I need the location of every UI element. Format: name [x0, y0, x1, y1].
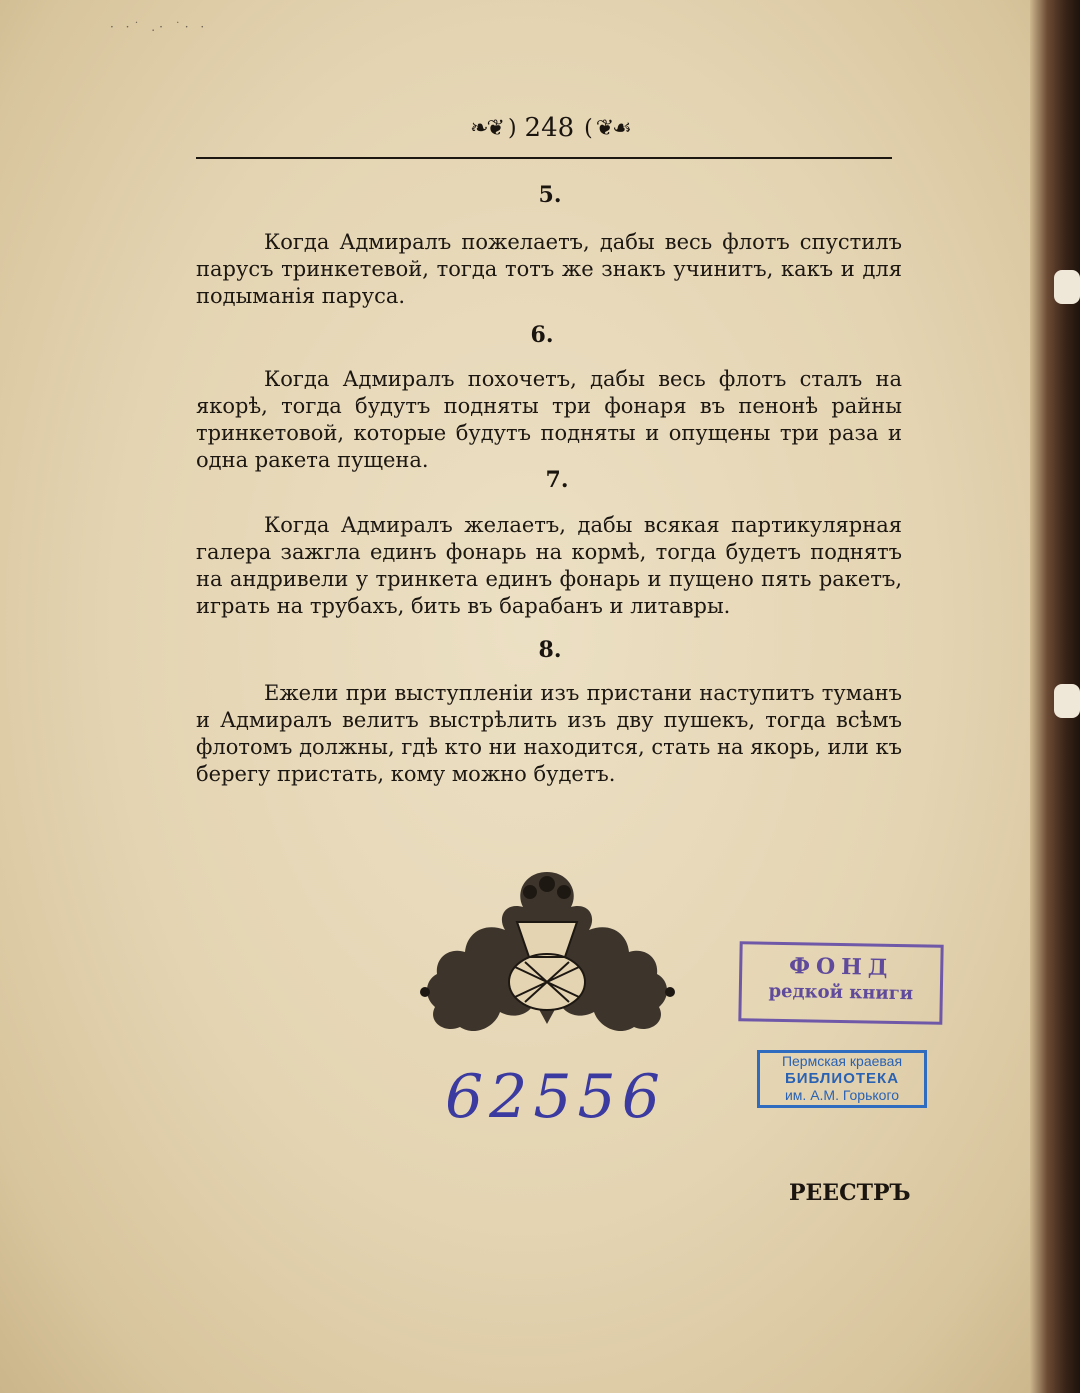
- stamp-line: редкой книги: [768, 980, 914, 1005]
- binding-thread: [1054, 270, 1080, 304]
- section-text: Ежели при выступленіи изъ пристани наступитъ туманъ и Адмиралъ велитъ выстрѣлить изъ дву пушекъ, тогда всѣмъ флотомъ должны, гдѣ кто ни находится, стать на якорь, или къ берегу пристать, кому можно будетъ.: [196, 681, 902, 786]
- library-stamp: [757, 1050, 927, 1108]
- accession-number: 62556: [445, 1062, 666, 1132]
- section-number: 7.: [545, 467, 569, 493]
- right-ornament-icon: ( ❦☙: [584, 115, 630, 141]
- binding-thread: [1054, 684, 1080, 718]
- paper-specks: · ·˙ .· ˙· ·: [110, 20, 209, 34]
- section-text: Когда Адмиралъ пожелаетъ, дабы весь флотъ спустилъ парусъ тринкетевой, тогда тотъ же знакъ учинитъ, какъ и для подыманія паруса.: [196, 230, 902, 308]
- section-number: 8.: [538, 637, 562, 663]
- header-rule: [196, 157, 892, 159]
- stamp-line: им. А.М. Горького: [784, 1087, 900, 1103]
- section-text: Когда Адмиралъ желаетъ, дабы всякая партикулярная галера зажгла единъ фонарь на кормѣ, тогда будетъ поднятъ на андривели у тринкета единъ фонарь и пущено пять ракетъ, играть на трубахъ, бить въ барабанъ и литавры.: [196, 513, 902, 618]
- section-text: Когда Адмиралъ похочетъ, дабы весь флотъ сталъ на якорѣ, тогда будутъ подняты три фонаря въ пенонѣ райны тринкетовой, которые будутъ подняты и опущены три раза и одна ракета пущена.: [196, 367, 902, 472]
- catchword: РЕЕСТРЪ: [789, 1180, 911, 1206]
- stamp-line: ФОНД: [788, 953, 894, 981]
- decorative-vignette: [405, 862, 690, 1037]
- section-number: 6.: [530, 322, 554, 348]
- stamp-line: Пермская краевая: [781, 1053, 903, 1069]
- left-ornament-icon: ❧❦ ): [470, 115, 515, 141]
- fond-stamp: [738, 941, 943, 1025]
- running-header: [430, 108, 670, 148]
- section-number: 5.: [538, 182, 562, 208]
- page-number: 248: [524, 113, 575, 143]
- stamp-line: БИБЛИОТЕКА: [784, 1070, 900, 1087]
